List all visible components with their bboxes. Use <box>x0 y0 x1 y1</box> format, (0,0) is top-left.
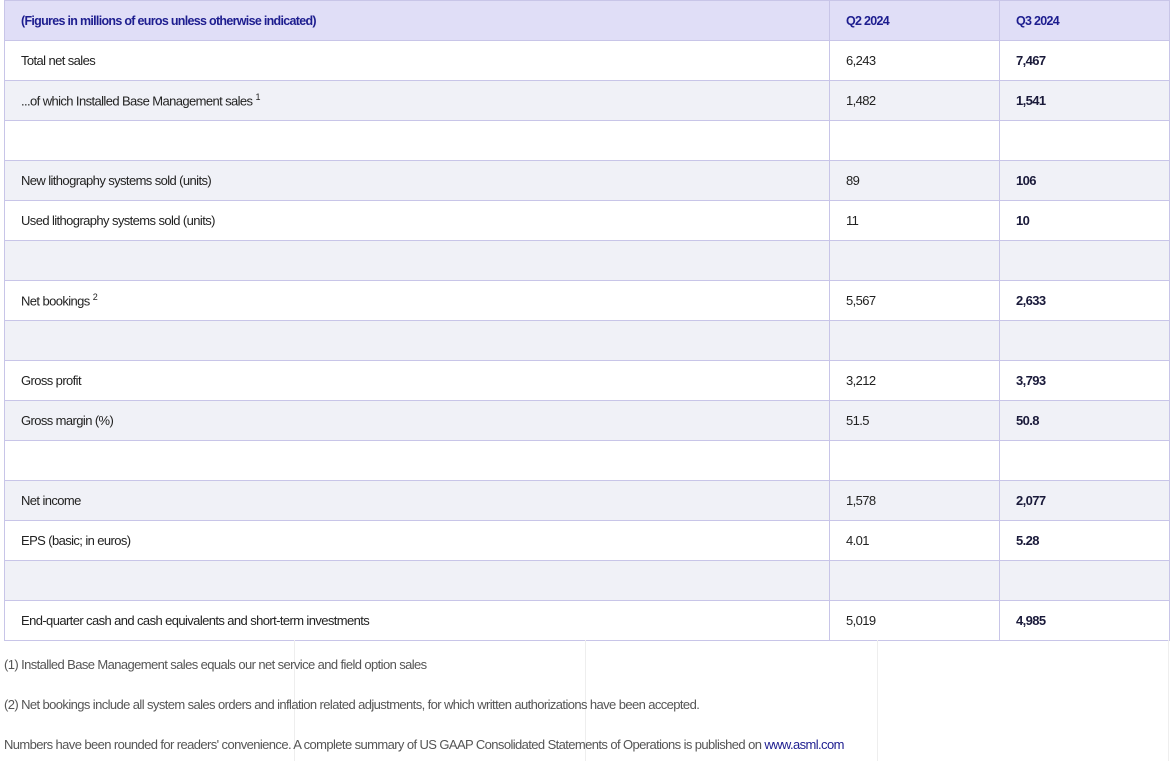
q3-value: 4,985 <box>1000 601 1170 641</box>
q3-value: 50.8 <box>1000 401 1170 441</box>
row-label <box>5 41 830 81</box>
table-row <box>5 161 1170 201</box>
divider <box>1168 640 1169 761</box>
row-label <box>5 521 830 561</box>
table-row <box>5 41 1170 81</box>
footnote-3 <box>4 737 844 752</box>
q3-value: 1,541 <box>1000 81 1170 121</box>
q2-value: 51.5 <box>830 401 1000 441</box>
q3-value: 10 <box>1000 201 1170 241</box>
table-row <box>5 361 1170 401</box>
row-label <box>5 601 830 641</box>
row-label-text: Total net sales <box>21 53 96 68</box>
row-label-text: Gross margin (%) <box>21 413 114 428</box>
row-label-text: End-quarter cash and cash equivalents and short-term investments <box>21 613 370 628</box>
row-label-text: ...of which Installed Base Management sales <box>21 93 253 109</box>
footnote-marker: 1 <box>255 92 261 103</box>
table-row <box>5 521 1170 561</box>
q2-value: 5,019 <box>830 601 1000 641</box>
divider <box>877 640 878 761</box>
header-q2: Q2 2024 <box>830 1 1000 41</box>
q3-value <box>1000 321 1170 361</box>
table-row <box>5 561 1170 601</box>
q3-value <box>1000 441 1170 481</box>
row-label-text: Net income <box>21 493 81 508</box>
asml-link[interactable]: www.asml.com <box>764 737 844 752</box>
table-row <box>5 121 1170 161</box>
q2-value: 89 <box>830 161 1000 201</box>
table-row <box>5 241 1170 281</box>
row-label <box>5 201 830 241</box>
q3-value <box>1000 241 1170 281</box>
q3-value: 3,793 <box>1000 361 1170 401</box>
table-body <box>5 41 1170 641</box>
row-label-text: EPS (basic; in euros) <box>21 533 131 548</box>
row-label <box>5 321 830 361</box>
header-q3: Q3 2024 <box>1000 1 1170 41</box>
header-label: (Figures in millions of euros unless otherwise indicated) <box>5 1 830 41</box>
row-label <box>5 121 830 161</box>
table-row <box>5 401 1170 441</box>
table-row <box>5 321 1170 361</box>
q2-value: 3,212 <box>830 361 1000 401</box>
table-row <box>5 441 1170 481</box>
q2-value: 6,243 <box>830 41 1000 81</box>
footnote-3-text: Numbers have been rounded for readers' convenience. A complete summary of US GAAP Consolidated Statements of Operations is published on <box>4 737 765 752</box>
row-label-text: Net bookings <box>21 293 90 309</box>
financial-table <box>4 0 1170 641</box>
row-label <box>5 401 830 441</box>
table-row <box>5 601 1170 641</box>
footnote-marker: 2 <box>92 292 98 303</box>
row-label <box>5 481 830 521</box>
row-label <box>5 441 830 481</box>
row-label <box>5 361 830 401</box>
q2-value <box>830 121 1000 161</box>
footnote-1: (1) Installed Base Management sales equals our net service and field option sales <box>4 657 427 672</box>
row-label <box>5 561 830 601</box>
q3-value: 2,633 <box>1000 281 1170 321</box>
row-label <box>5 241 830 281</box>
q3-value <box>1000 121 1170 161</box>
q2-value <box>830 241 1000 281</box>
table-row <box>5 481 1170 521</box>
q2-value: 4.01 <box>830 521 1000 561</box>
table-header-row <box>5 1 1170 41</box>
table-row <box>5 81 1170 121</box>
table-row <box>5 201 1170 241</box>
q3-value <box>1000 561 1170 601</box>
q2-value: 11 <box>830 201 1000 241</box>
q2-value <box>830 321 1000 361</box>
q2-value: 1,578 <box>830 481 1000 521</box>
q2-value: 5,567 <box>830 281 1000 321</box>
row-label <box>5 81 830 121</box>
q2-value <box>830 561 1000 601</box>
row-label-text: Gross profit <box>21 373 81 388</box>
q3-value: 5.28 <box>1000 521 1170 561</box>
q3-value: 106 <box>1000 161 1170 201</box>
table-row <box>5 281 1170 321</box>
row-label-text: Used lithography systems sold (units) <box>21 213 215 228</box>
q3-value: 7,467 <box>1000 41 1170 81</box>
footnote-2: (2) Net bookings include all system sales orders and inflation related adjustments, for which written authorizations have been accepted. <box>4 697 700 712</box>
row-label <box>5 281 830 321</box>
q2-value <box>830 441 1000 481</box>
row-label <box>5 161 830 201</box>
q3-value: 2,077 <box>1000 481 1170 521</box>
row-label-text: New lithography systems sold (units) <box>21 173 212 188</box>
q2-value: 1,482 <box>830 81 1000 121</box>
